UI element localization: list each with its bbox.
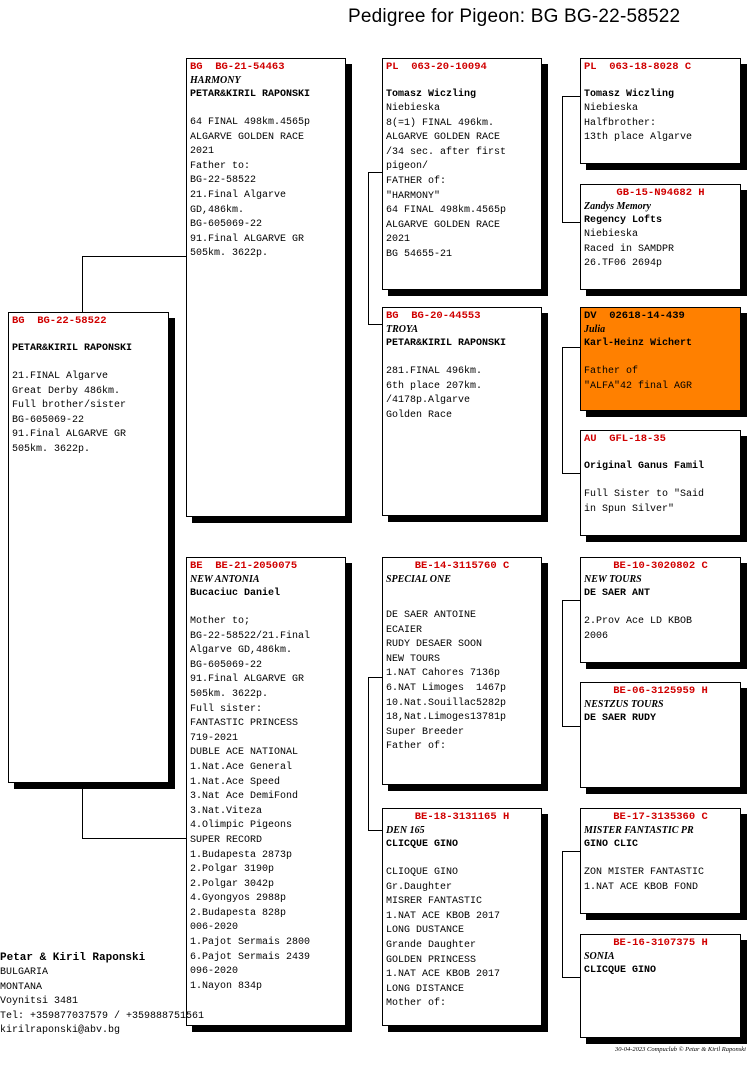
breeder-email: kirilraponski@abv.bg [0,1025,121,1036]
connector-line [368,677,369,830]
ring-number: GB-15-N94682 H [616,187,705,199]
pigeon-name: Julia [584,324,606,335]
pigeon-notes: ZON MISTER FANTASTIC 1.NAT ACE KBOB FOND [584,867,705,893]
pigeon-card-subject [8,312,169,783]
pigeon-name: NEW ANTONIA [190,574,260,585]
breeder-town: Voynitsi 3481 [0,996,79,1007]
pigeon-card-mfm [580,682,741,788]
ring-number: BE-16-3107375 H [613,937,708,949]
connector-line [368,172,369,324]
connector-line [562,726,580,727]
owner-name: GINO CLIC [584,839,639,850]
page-title: Pedigree for Pigeon: BG BG-22-58522 [348,6,681,27]
connector-line [368,324,382,325]
breeder-name: Petar & Kiril Raponski [0,952,146,964]
connector-line [562,977,580,978]
pigeon-card-ff [382,58,542,290]
pigeon-card-mf [382,557,542,785]
owner-name: PETAR&KIRIL RAPONSKI [190,89,311,100]
pigeon-name: HARMONY [190,75,241,86]
pigeon-notes: 281.FINAL 496km. 6th place 207km. /4178p.Algarve Golden Race [386,366,483,421]
connector-line [562,851,580,852]
pigeon-card-mmf [580,808,741,914]
connector-line [82,838,186,839]
pigeon-name: Zandys Memory [584,201,651,212]
ring-number: BE-18-3131165 H [414,811,510,823]
footer-credit: 30-04-2023 Compuclub © Petar & Kiril Raponski [615,1046,746,1053]
breeder-country: BULGARIA [0,967,49,978]
connector-line [82,782,83,838]
breeder-phone: Tel: +359877037579 / +359888751561 [0,1010,205,1022]
connector-line [562,600,580,601]
pigeon-name: MISTER FANTASTIC PR [584,825,694,836]
connector-line [562,473,580,474]
connector-line [562,347,563,473]
ring-number: PL 063-20-10094 [386,61,487,73]
pigeon-card-ffm [580,184,741,290]
pigeon-notes: Niebieska Halfbrother: 13th place Algarve [584,103,693,144]
connector-line [368,172,382,173]
pigeon-card-mff [580,557,741,663]
breeder-info [0,950,204,1039]
connector-line [562,851,563,977]
pigeon-name: SONIA [584,951,615,962]
ring-number: BE-17-3135360 C [613,811,708,823]
pigeon-card-father [186,58,346,517]
pigeon-card-mother [186,557,346,1026]
pigeon-notes: Full Sister to "Said in Spun Silver" [584,489,705,515]
owner-name: CLICQUE GINO [386,839,459,850]
ring-number: BG BG-20-44553 [386,310,481,322]
connector-line [562,222,580,223]
ring-number: BG BG-22-58522 [12,315,107,327]
connector-line [368,830,382,831]
pigeon-name: SPECIAL ONE [386,574,451,585]
pigeon-notes: CLIOQUE GINO Gr.Daughter MISRER FANTASTIC 1.NAT ACE KBOB 2017 LONG DUSTANCE Grande Daughter GOLDEN PRINCESS 1.NAT ACE KBOB 2017 LONG DISTANCE Mother of: [386,867,501,1010]
owner-name: CLICQUE GINO [584,965,657,976]
ring-number: BE BE-21-2050075 [190,560,298,572]
owner-name: DE SAER ANT [584,588,651,599]
pigeon-notes: 64 FINAL 498km.4565p ALGARVE GOLDEN RACE 2021 Father to: BG-22-58522 21.Final Algarve GD,486km. BG-605069-22 91.Final ALGARVE GR 505km. 3622p. [190,117,311,260]
owner-name: PETAR&KIRIL RAPONSKI [12,343,133,354]
pigeon-notes: 2.Prov Ace LD KBOB 2006 [584,616,693,642]
owner-name: Original Ganus Famil [584,461,705,472]
connector-line [368,677,382,678]
pigeon-name: TROYA [386,324,419,335]
connector-line [562,347,580,348]
owner-name: Karl-Heinz Wichert [584,338,693,349]
pigeon-card-fff [580,58,741,164]
breeder-region: MONTANA [0,981,43,993]
pigeon-card-fmf [580,307,741,411]
owner-name: DE SAER RUDY [584,713,657,724]
ring-number: BE-14-3115760 C [414,560,510,572]
pigeon-name: DEN 165 [386,825,425,836]
pigeon-notes: Niebieska Raced in SAMDPR 26.TF06 2694p [584,229,675,270]
connector-line [562,96,563,222]
connector-line [82,256,83,312]
pigeon-name: NEW TOURS [584,574,642,585]
pigeon-card-mmm [580,934,741,1038]
owner-name: PETAR&KIRIL RAPONSKI [386,338,507,349]
ring-number: BG BG-21-54463 [190,61,285,73]
pigeon-card-fm [382,307,542,516]
pigeon-notes: Mother to; BG-22-58522/21.Final Algarve GD,486km. BG-605069-22 91.Final ALGARVE GR 505km. 3622p. Full sister: FANTASTIC PRINCESS 719-2021 DUBLE ACE NATIONAL 1.Nat.Ace General 1.Nat.Ace Speed 3.Nat Ace DemiFond 3.Nat.Viteza 4.Olimpic Pigeons SUPER RECORD 1.Budapesta 2873p 2.Polgar 3190p 2.Polgar 3042p 4.Gyongyos 2988p 2.Budapesta 828p 006-2020 1.Pajot Sermais 2800 6.Pajot Sermais 2439 096-2020 1.Nayon 834p [190,616,311,992]
pigeon-notes: Father of "ALFA"42 final AGR [584,366,693,392]
pigeon-notes: 21.FINAL Algarve Great Derby 486km. Full brother/sister BG-605069-22 91.Final ALGARVE GR 505km. 3622p. [12,371,127,455]
connector-line [562,600,563,726]
pigeon-notes: Niebieska 8(=1) FINAL 496km. ALGARVE GOLDEN RACE /34 sec. after first pigeon/ FATHER of: "HARMONY" 64 FINAL 498km.4565p ALGARVE GOLDEN RACE 2021 BG 54655-21 [386,103,507,260]
owner-name: Tomasz Wiczling [386,89,477,100]
ring-number: BE-06-3125959 H [613,685,708,697]
ring-number: BE-10-3020802 C [613,560,708,572]
ring-number: DV 02618-14-439 [584,310,685,322]
owner-name: Bucaciuc Daniel [190,588,281,599]
ring-number: AU GFL-18-35 [584,433,666,445]
owner-name: Regency Lofts [584,215,663,226]
ring-number: PL 063-18-8028 C [584,61,692,73]
pigeon-name: NESTZUS TOURS [584,699,664,710]
pigeon-card-fmm [580,430,741,536]
pigeon-notes: DE SAER ANTOINE ECAIER RUDY DESAER SOON NEW TOURS 1.NAT Cahores 7136p 6.NAT Limoges 1467p 10.Nat.Souillac5282p 18,Nat.Limoges13781p Super Breeder Father of: [386,610,507,753]
pigeon-card-mm [382,808,542,1026]
connector-line [562,96,580,97]
owner-name: Tomasz Wiczling [584,89,675,100]
connector-line [82,256,186,257]
